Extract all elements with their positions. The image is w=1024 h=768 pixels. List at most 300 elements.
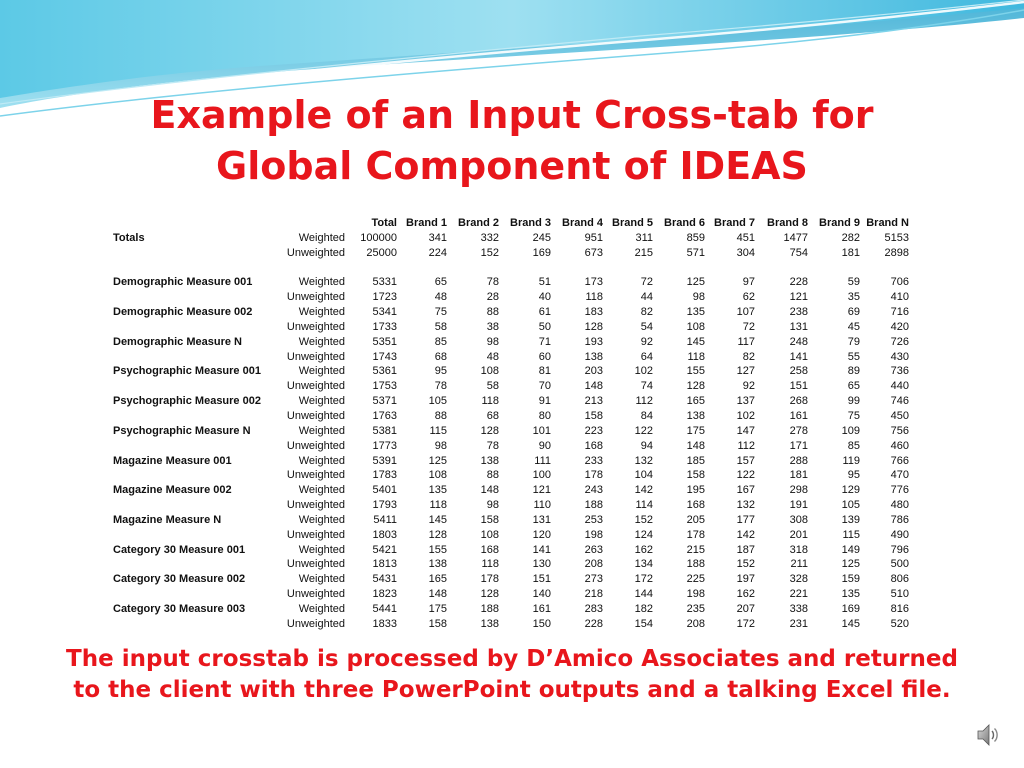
value-cell: 125 <box>428 454 447 467</box>
value-cell: 102 <box>634 365 653 378</box>
value-cell: 132 <box>736 499 755 512</box>
value-cell: 5421 <box>372 543 397 556</box>
measure-weighted-row <box>113 572 909 587</box>
value-cell: 128 <box>686 380 705 393</box>
column-header: Brand N <box>866 217 909 229</box>
value-cell: 5401 <box>372 484 397 497</box>
value-cell: 108 <box>428 469 447 482</box>
value-cell: 195 <box>686 484 705 497</box>
value-cell: 75 <box>847 409 860 422</box>
value-cell: 128 <box>480 424 499 437</box>
value-cell: 161 <box>789 409 808 422</box>
value-cell: 142 <box>736 528 755 541</box>
weighting-label: Unweighted <box>286 320 345 333</box>
value-cell: 62 <box>742 291 755 304</box>
value-cell: 82 <box>742 350 755 363</box>
slide-title-line-2: Global Component of IDEAS <box>216 144 808 188</box>
value-cell: 5371 <box>372 395 397 408</box>
value-cell: 197 <box>736 573 755 586</box>
value-cell: 81 <box>538 365 551 378</box>
value-cell: 82 <box>640 306 653 319</box>
value-cell: 148 <box>428 588 447 601</box>
column-header: Brand 7 <box>714 217 755 229</box>
value-cell: 188 <box>480 602 499 615</box>
value-cell: 1833 <box>372 617 397 630</box>
row-label <box>113 468 281 483</box>
value-cell: 118 <box>687 350 705 363</box>
row-label: Category 30 Measure 002 <box>113 573 246 586</box>
value-cell: 248 <box>789 335 808 348</box>
value-cell: 58 <box>486 380 499 393</box>
value-cell: 450 <box>890 409 909 422</box>
value-cell: 332 <box>480 231 499 244</box>
row-label <box>113 409 281 424</box>
value-cell: 118 <box>481 395 499 408</box>
value-cell: 48 <box>486 350 499 363</box>
value-cell: 5441 <box>372 602 397 615</box>
column-header: Brand 8 <box>767 217 808 229</box>
value-cell: 1723 <box>372 291 397 304</box>
value-cell: 500 <box>890 558 909 571</box>
value-cell: 2898 <box>884 246 909 259</box>
column-header: Brand 1 <box>406 217 447 229</box>
value-cell: 766 <box>890 454 909 467</box>
value-cell: 318 <box>789 543 808 556</box>
row-label <box>113 439 281 454</box>
value-cell: 786 <box>890 513 909 526</box>
measure-weighted-row <box>113 394 909 409</box>
weighting-label: Weighted <box>298 335 345 348</box>
column-header: Brand 3 <box>510 217 551 229</box>
value-cell: 88 <box>486 469 499 482</box>
value-cell: 54 <box>640 320 653 333</box>
value-cell: 84 <box>640 409 653 422</box>
column-header: Brand 6 <box>664 217 705 229</box>
weighting-label: Weighted <box>298 454 345 467</box>
value-cell: 130 <box>532 558 551 571</box>
value-cell: 111 <box>534 454 551 467</box>
value-cell: 148 <box>584 380 603 393</box>
value-cell: 1803 <box>372 528 397 541</box>
value-cell: 207 <box>736 602 755 615</box>
value-cell: 756 <box>890 424 909 437</box>
value-cell: 951 <box>584 231 603 244</box>
row-label <box>113 379 281 394</box>
value-cell: 5391 <box>372 454 397 467</box>
value-cell: 108 <box>480 528 499 541</box>
measure-weighted-row <box>113 543 909 558</box>
value-cell: 5361 <box>372 365 397 378</box>
measure-unweighted-row <box>113 498 909 513</box>
value-cell: 341 <box>428 231 447 244</box>
spacer-row <box>113 261 909 276</box>
value-cell: 69 <box>847 306 860 319</box>
value-cell: 155 <box>428 543 447 556</box>
value-cell: 118 <box>481 558 499 571</box>
weighting-label: Unweighted <box>286 291 345 304</box>
value-cell: 311 <box>635 231 653 244</box>
value-cell: 108 <box>480 365 499 378</box>
column-header: Brand 4 <box>562 217 603 229</box>
value-cell: 205 <box>686 513 705 526</box>
header-blank-cell <box>113 216 281 231</box>
weighting-label: Weighted <box>298 513 345 526</box>
value-cell: 182 <box>634 602 653 615</box>
measure-weighted-row <box>113 364 909 379</box>
measure-unweighted-row <box>113 320 909 335</box>
value-cell: 187 <box>736 543 755 556</box>
value-cell: 5381 <box>372 424 397 437</box>
value-cell: 65 <box>434 276 447 289</box>
measure-unweighted-row <box>113 468 909 483</box>
value-cell: 157 <box>736 454 755 467</box>
value-cell: 706 <box>890 276 909 289</box>
value-cell: 1477 <box>783 231 808 244</box>
weighting-label: Unweighted <box>286 528 345 541</box>
value-cell: 5153 <box>884 231 909 244</box>
value-cell: 135 <box>686 306 705 319</box>
value-cell: 245 <box>532 231 551 244</box>
measure-weighted-row <box>113 454 909 469</box>
row-label: Magazine Measure N <box>113 513 222 526</box>
value-cell: 132 <box>634 454 653 467</box>
row-label: Totals <box>113 231 145 244</box>
row-label <box>113 350 281 365</box>
value-cell: 85 <box>847 439 860 452</box>
value-cell: 328 <box>789 573 808 586</box>
value-cell: 169 <box>532 246 551 259</box>
value-cell: 338 <box>789 602 808 615</box>
weighting-label: Weighted <box>298 306 345 319</box>
value-cell: 108 <box>686 320 705 333</box>
value-cell: 50 <box>538 320 551 333</box>
value-cell: 158 <box>480 513 499 526</box>
value-cell: 806 <box>890 573 909 586</box>
value-cell: 746 <box>890 395 909 408</box>
value-cell: 78 <box>486 276 499 289</box>
value-cell: 172 <box>634 573 653 586</box>
value-cell: 177 <box>736 513 755 526</box>
caption-line-2: to the client with three PowerPoint outputs and a talking Excel file. <box>73 677 951 703</box>
value-cell: 215 <box>686 543 705 556</box>
crosstab-table <box>113 216 909 632</box>
value-cell: 115 <box>429 424 447 437</box>
speaker-icon[interactable] <box>976 722 1000 748</box>
value-cell: 218 <box>584 588 603 601</box>
value-cell: 118 <box>585 291 603 304</box>
value-cell: 213 <box>584 395 603 408</box>
measure-unweighted-row <box>113 617 909 632</box>
value-cell: 74 <box>640 380 653 393</box>
row-label <box>113 290 281 305</box>
totals-row <box>113 246 909 261</box>
totals-row <box>113 231 909 246</box>
value-cell: 91 <box>538 395 551 408</box>
value-cell: 128 <box>584 320 603 333</box>
value-cell: 1763 <box>372 409 397 422</box>
value-cell: 430 <box>890 350 909 363</box>
value-cell: 128 <box>480 588 499 601</box>
value-cell: 736 <box>890 365 909 378</box>
row-label: Category 30 Measure 001 <box>113 543 246 556</box>
value-cell: 183 <box>584 306 603 319</box>
value-cell: 1793 <box>372 499 397 512</box>
value-cell: 28 <box>486 291 499 304</box>
value-cell: 231 <box>789 617 808 630</box>
value-cell: 114 <box>635 499 653 512</box>
value-cell: 129 <box>841 484 860 497</box>
value-cell: 167 <box>736 484 755 497</box>
value-cell: 140 <box>532 588 551 601</box>
value-cell: 460 <box>890 439 909 452</box>
value-cell: 122 <box>634 424 653 437</box>
value-cell: 185 <box>686 454 705 467</box>
value-cell: 162 <box>736 588 755 601</box>
value-cell: 44 <box>640 291 653 304</box>
measure-weighted-row <box>113 483 909 498</box>
value-cell: 98 <box>486 335 499 348</box>
value-cell: 308 <box>789 513 808 526</box>
weighting-label: Weighted <box>298 484 345 497</box>
value-cell: 152 <box>634 513 653 526</box>
value-cell: 95 <box>847 469 860 482</box>
value-cell: 120 <box>532 528 551 541</box>
value-cell: 155 <box>686 365 705 378</box>
value-cell: 119 <box>842 454 860 467</box>
value-cell: 99 <box>847 395 860 408</box>
value-cell: 100 <box>532 469 551 482</box>
measure-weighted-row <box>113 424 909 439</box>
value-cell: 105 <box>841 499 860 512</box>
value-cell: 134 <box>634 558 653 571</box>
value-cell: 440 <box>890 380 909 393</box>
value-cell: 198 <box>686 588 705 601</box>
value-cell: 145 <box>686 335 705 348</box>
value-cell: 117 <box>737 335 755 348</box>
value-cell: 88 <box>434 409 447 422</box>
row-label <box>113 498 281 513</box>
value-cell: 98 <box>486 499 499 512</box>
measure-weighted-row <box>113 305 909 320</box>
weighting-label: Weighted <box>298 573 345 586</box>
column-header: Brand 2 <box>458 217 499 229</box>
measure-weighted-row <box>113 513 909 528</box>
value-cell: 168 <box>480 543 499 556</box>
value-cell: 168 <box>584 439 603 452</box>
value-cell: 59 <box>847 276 860 289</box>
value-cell: 107 <box>736 306 755 319</box>
value-cell: 115 <box>842 528 860 541</box>
weighting-label: Unweighted <box>286 469 345 482</box>
value-cell: 268 <box>789 395 808 408</box>
value-cell: 716 <box>890 306 909 319</box>
value-cell: 98 <box>692 291 705 304</box>
value-cell: 191 <box>789 499 808 512</box>
row-label <box>113 528 281 543</box>
weighting-label: Weighted <box>298 231 345 244</box>
column-header: Brand 5 <box>612 217 653 229</box>
measure-unweighted-row <box>113 350 909 365</box>
value-cell: 173 <box>584 276 603 289</box>
row-label: Demographic Measure 001 <box>113 276 253 289</box>
value-cell: 420 <box>890 320 909 333</box>
value-cell: 282 <box>841 231 860 244</box>
value-cell: 5411 <box>373 513 397 526</box>
weighting-label: Unweighted <box>286 409 345 422</box>
value-cell: 5431 <box>372 573 397 586</box>
weighting-label: Unweighted <box>286 588 345 601</box>
value-cell: 158 <box>428 617 447 630</box>
value-cell: 225 <box>686 573 705 586</box>
value-cell: 102 <box>736 409 755 422</box>
value-cell: 5331 <box>372 276 397 289</box>
weighting-label: Unweighted <box>286 617 345 630</box>
value-cell: 168 <box>686 499 705 512</box>
value-cell: 273 <box>584 573 603 586</box>
value-cell: 165 <box>428 573 447 586</box>
caption-line-1: The input crosstab is processed by D’Amico Associates and returned <box>66 646 958 672</box>
row-label: Psychographic Measure 001 <box>113 365 261 378</box>
value-cell: 121 <box>532 484 551 497</box>
weighting-label: Weighted <box>298 602 345 615</box>
value-cell: 1743 <box>372 350 397 363</box>
value-cell: 480 <box>890 499 909 512</box>
value-cell: 520 <box>890 617 909 630</box>
value-cell: 161 <box>532 602 551 615</box>
value-cell: 224 <box>428 246 447 259</box>
value-cell: 105 <box>428 395 447 408</box>
value-cell: 175 <box>686 424 705 437</box>
measure-unweighted-row <box>113 528 909 543</box>
value-cell: 94 <box>640 439 653 452</box>
weighting-label: Unweighted <box>286 439 345 452</box>
value-cell: 88 <box>486 306 499 319</box>
value-cell: 138 <box>686 409 705 422</box>
value-cell: 1783 <box>372 469 397 482</box>
value-cell: 104 <box>634 469 653 482</box>
value-cell: 211 <box>790 558 808 571</box>
value-cell: 131 <box>532 513 551 526</box>
measure-weighted-row <box>113 275 909 290</box>
value-cell: 100000 <box>360 231 397 244</box>
weighting-label: Unweighted <box>286 350 345 363</box>
value-cell: 125 <box>841 558 860 571</box>
value-cell: 101 <box>532 424 551 437</box>
value-cell: 89 <box>847 365 860 378</box>
value-cell: 64 <box>640 350 653 363</box>
value-cell: 158 <box>686 469 705 482</box>
value-cell: 243 <box>584 484 603 497</box>
row-label: Psychographic Measure N <box>113 424 251 437</box>
value-cell: 109 <box>841 424 860 437</box>
measure-weighted-row <box>113 602 909 617</box>
value-cell: 145 <box>428 513 447 526</box>
value-cell: 150 <box>532 617 551 630</box>
value-cell: 141 <box>789 350 808 363</box>
value-cell: 51 <box>538 276 551 289</box>
value-cell: 40 <box>538 291 551 304</box>
value-cell: 144 <box>634 588 653 601</box>
value-cell: 70 <box>538 380 551 393</box>
weighting-label: Weighted <box>298 276 345 289</box>
measure-weighted-row <box>113 335 909 350</box>
value-cell: 131 <box>789 320 808 333</box>
value-cell: 165 <box>686 395 705 408</box>
value-cell: 78 <box>434 380 447 393</box>
value-cell: 235 <box>686 602 705 615</box>
value-cell: 298 <box>789 484 808 497</box>
weighting-label: Unweighted <box>286 246 345 259</box>
value-cell: 61 <box>538 306 551 319</box>
row-label: Magazine Measure 001 <box>113 454 232 467</box>
value-cell: 78 <box>486 439 499 452</box>
value-cell: 193 <box>584 335 603 348</box>
value-cell: 48 <box>434 291 447 304</box>
value-cell: 172 <box>736 617 755 630</box>
value-cell: 97 <box>742 276 755 289</box>
measure-unweighted-row <box>113 290 909 305</box>
value-cell: 149 <box>841 543 860 556</box>
value-cell: 90 <box>538 439 551 452</box>
spacer-cell <box>113 261 909 276</box>
value-cell: 85 <box>434 335 447 348</box>
weighting-label: Weighted <box>298 543 345 556</box>
header-blank-cell <box>281 216 345 231</box>
value-cell: 188 <box>686 558 705 571</box>
value-cell: 122 <box>736 469 755 482</box>
row-label: Psychographic Measure 002 <box>113 395 261 408</box>
value-cell: 304 <box>736 246 755 259</box>
value-cell: 1823 <box>372 588 397 601</box>
value-cell: 1813 <box>372 558 397 571</box>
value-cell: 754 <box>789 246 808 259</box>
value-cell: 110 <box>533 499 551 512</box>
value-cell: 263 <box>584 543 603 556</box>
value-cell: 178 <box>686 528 705 541</box>
value-cell: 169 <box>841 602 860 615</box>
value-cell: 171 <box>789 439 808 452</box>
value-cell: 138 <box>480 617 499 630</box>
value-cell: 228 <box>789 276 808 289</box>
column-header: Brand 9 <box>819 217 860 229</box>
row-label: Demographic Measure 002 <box>113 306 253 319</box>
value-cell: 490 <box>890 528 909 541</box>
value-cell: 726 <box>890 335 909 348</box>
measure-unweighted-row <box>113 557 909 572</box>
value-cell: 203 <box>584 365 603 378</box>
value-cell: 253 <box>584 513 603 526</box>
value-cell: 278 <box>789 424 808 437</box>
measure-unweighted-row <box>113 409 909 424</box>
value-cell: 138 <box>428 558 447 571</box>
value-cell: 151 <box>789 380 808 393</box>
value-cell: 125 <box>686 276 705 289</box>
value-cell: 138 <box>584 350 603 363</box>
value-cell: 98 <box>434 439 447 452</box>
row-label: Category 30 Measure 003 <box>113 602 246 615</box>
value-cell: 92 <box>640 335 653 348</box>
value-cell: 175 <box>428 602 447 615</box>
value-cell: 71 <box>538 335 551 348</box>
value-cell: 510 <box>890 588 909 601</box>
column-header: Total <box>371 217 397 229</box>
value-cell: 1733 <box>372 320 397 333</box>
value-cell: 1773 <box>372 439 397 452</box>
crosstab-header-row <box>113 216 909 231</box>
row-label <box>113 246 281 261</box>
value-cell: 152 <box>480 246 499 259</box>
value-cell: 139 <box>841 513 860 526</box>
